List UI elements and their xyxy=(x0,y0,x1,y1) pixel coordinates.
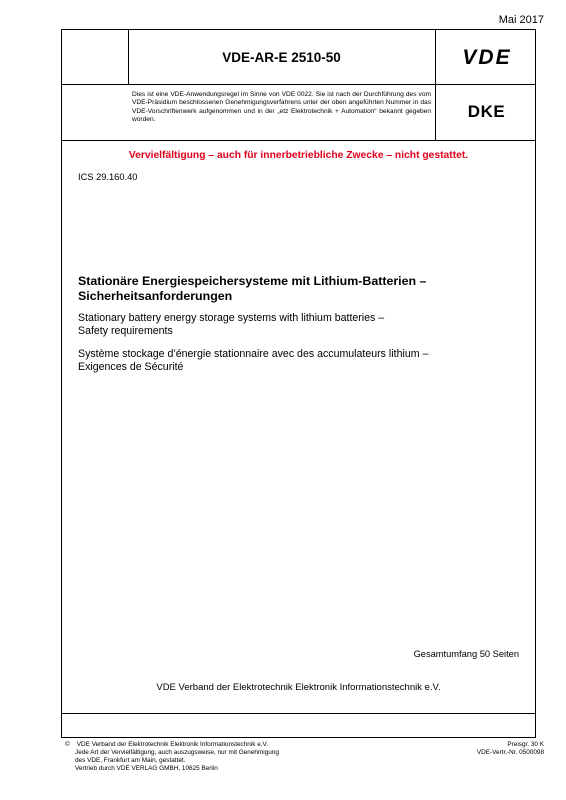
total-pages: Gesamtumfang 50 Seiten xyxy=(413,649,519,659)
standard-number: VDE-AR-E 2510-50 xyxy=(222,49,341,65)
title-french xyxy=(78,348,518,373)
divider-line xyxy=(62,140,535,141)
vde-logo xyxy=(436,30,537,84)
title-english xyxy=(78,312,518,337)
ics-code: ICS 29.160.40 xyxy=(78,172,138,182)
title-german-line: Stationäre Energiespeichersysteme mit Lithium-Batterien – xyxy=(78,274,427,288)
copyright-symbol: © xyxy=(65,741,70,748)
title-french-line: Exigences de Sécurité xyxy=(78,360,184,373)
approval-notice: Dies ist eine VDE-Anwendungsregel im Sinne von VDE 0022. Sie ist nach der Durchführung des vom VDE-Präsidium beschlossenen Genehmigungsverfahrens unter der oben angeführten Nummer in das VDE-Vorschriftenwerk aufgenommen und in der „etz Elektrotechnik + Automation“ bekannt gegeben worden. xyxy=(132,91,431,124)
distribution-line: Vertrieb durch VDE VERLAG GMBH, 10625 Berlin xyxy=(75,765,218,772)
title-german-line: Sicherheitsanforderungen xyxy=(78,288,233,303)
title-german xyxy=(78,274,518,303)
copyright-line: Jede Art der Vervielfältigung, auch auszugsweise, nur mit Genehmigung xyxy=(75,749,279,756)
price-group: Preisgr. 30 K xyxy=(507,741,544,748)
copyright-notice xyxy=(63,741,343,773)
title-english-line: Safety requirements xyxy=(78,324,173,337)
vde-logo-text: VDE xyxy=(461,46,512,68)
title-english-line: Stationary battery energy storage systems with lithium batteries – xyxy=(78,312,385,324)
copyright-line: des VDE, Frankfurt am Main, gestattet. xyxy=(75,757,186,764)
vde-logo-graphic xyxy=(450,46,524,68)
divider-line xyxy=(62,713,535,714)
title-french-line: Système stockage d’énergie stationnaire avec des accumulateurs lithium – xyxy=(78,348,429,360)
order-number: VDE-Vertr.-Nr. 0500098 xyxy=(476,749,544,756)
issue-date: Mai 2017 xyxy=(498,14,544,26)
copyright-line: VDE Verband der Elektrotechnik Elektronik Informationstechnik e.V. xyxy=(76,741,269,748)
pricing-info xyxy=(477,741,544,757)
dke-label: DKE xyxy=(467,102,506,121)
publisher-name: VDE Verband der Elektrotechnik Elektronik Informationstechnik e.V. xyxy=(156,682,441,693)
cover-frame xyxy=(61,29,536,738)
copy-warning: Vervielfältigung – auch für innerbetriebliche Zwecke – nicht gestattet. xyxy=(128,150,469,161)
